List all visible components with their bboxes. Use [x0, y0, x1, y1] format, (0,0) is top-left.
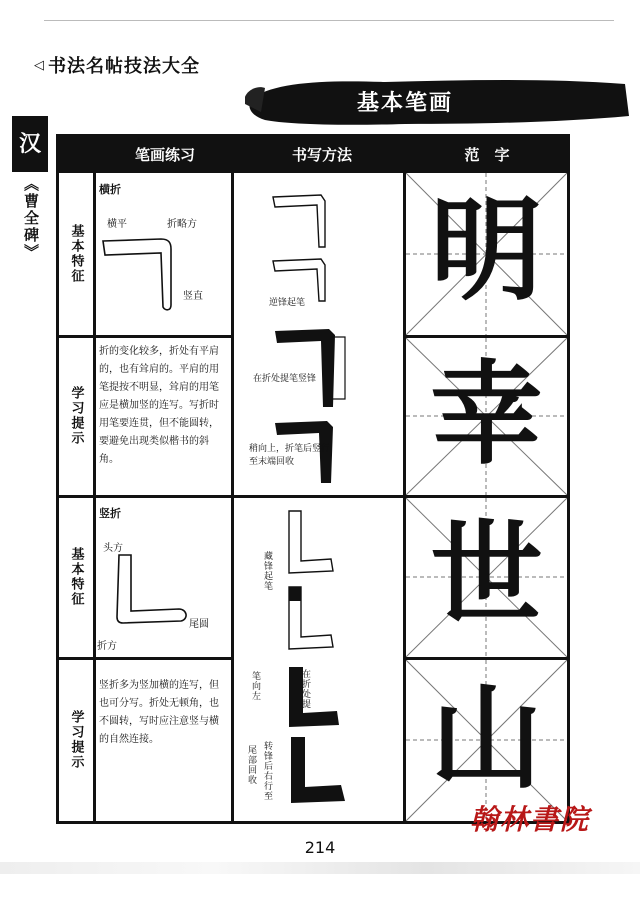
stroke1-method-step1: [269, 191, 349, 251]
stroke2-method-note2: 在折处提: [300, 669, 310, 709]
stroke2-outline: [105, 553, 195, 633]
header-method: 书写方法: [291, 146, 352, 164]
book-title-text: 书法名帖技法大全: [48, 56, 200, 77]
stroke2-method-note1: 藏锋起笔: [262, 551, 272, 591]
label-features-2: 基本特征: [68, 547, 84, 607]
stroke2-method-step2: [281, 583, 341, 653]
example-char-2: 幸: [430, 349, 543, 480]
triangle-marker-icon: ◁: [34, 58, 45, 73]
top-rule: [44, 20, 614, 21]
stroke1-label-b: 折略方: [167, 219, 197, 230]
stroke1-method-note2: 在折处提笔竖锋: [253, 374, 317, 384]
stroke1-outline: [99, 233, 189, 313]
bottom-smudge: [0, 862, 640, 874]
example-char-1: 明: [430, 185, 543, 316]
stroke1-label-c: 竖直: [183, 291, 203, 302]
stroke1-method-note1: 逆锋起笔: [269, 298, 306, 308]
book-title: [34, 52, 200, 78]
section-title: 基本笔画: [356, 90, 453, 116]
dynasty-tab: 汉: [12, 116, 48, 172]
stroke2-method-step1: [281, 507, 341, 577]
stroke2-label-b: 尾圆: [189, 619, 209, 630]
stroke2-method-note4: 转锋后右行至: [262, 741, 272, 801]
header-examples: 范 字: [464, 146, 510, 164]
stroke1-label-a: 横平: [107, 219, 127, 230]
content-table: [56, 134, 570, 824]
label-tips-1: 学习提示: [68, 386, 84, 446]
stroke2-tips: 竖折多为竖加横的连写，但也可分写。折处无顿角，也不圆转，写时应注意竖与横的自然连接。: [99, 680, 219, 745]
stroke1-tips: 折的变化较多，折处有平肩的，也有耸肩的。平肩的用笔提按不明显，耸肩的用笔应是横加竖的连写。写折时用笔要连贯，但不能圆转，要避免出现类似楷书的斜角。: [99, 346, 219, 465]
publisher-seal: 翰林書院: [470, 803, 591, 836]
stroke1-method-step3: [271, 323, 351, 413]
stroke2-method-note5: 尾部回收: [246, 745, 256, 785]
stroke2-label-a: 头方: [103, 543, 123, 554]
stroke2-method-step3: [281, 663, 361, 733]
label-tips-2: 学习提示: [68, 710, 84, 770]
table-header: [59, 137, 567, 173]
page-number: 214: [304, 838, 336, 857]
stroke2-label-c: 折方: [97, 641, 117, 652]
stroke-name-2: 竖折: [99, 507, 121, 520]
stroke1-method-note3: 稍向上，折笔后竖行至末端回收: [249, 444, 331, 467]
stroke-name-1: 横折: [99, 183, 121, 196]
example-char-4: 山: [430, 673, 543, 804]
stele-name: 《曹全碑》: [22, 176, 40, 261]
divider-row-1: [59, 335, 231, 338]
stroke2-method-note3: 笔向左: [250, 671, 260, 701]
stroke2-method-step4: [281, 733, 361, 813]
divider-row-3: [59, 657, 231, 660]
label-features-1: 基本特征: [68, 224, 84, 284]
example-char-3: 世: [430, 509, 543, 640]
header-practice: 笔画练习: [134, 146, 195, 164]
